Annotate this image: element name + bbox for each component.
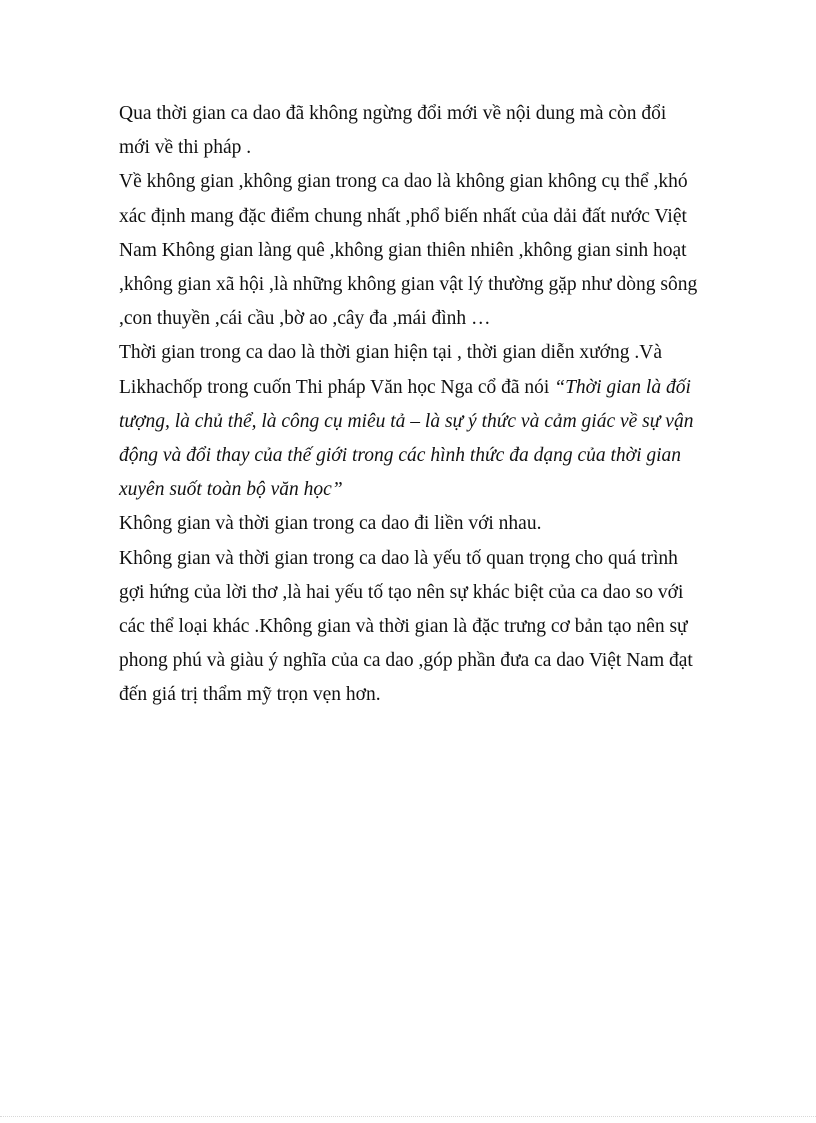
likhachov-quote: “Thời gian là đối tượng, là chủ thể, là công cụ miêu tả – là sự ý thức và cảm giác về sự vận động và đổi thay của thế giới trong các hình thức đa dạng của thời gian xuyên suốt toàn bộ văn học”: [119, 376, 694, 501]
paragraph-time-text: Thời gian trong ca dao là thời gian hiện tại , thời gian diễn xướng .Và Likhachốp trong cuốn Thi pháp Văn học Nga cổ đã nói: [119, 342, 662, 398]
paragraph-time: [119, 336, 699, 507]
paragraph-poetics-change: Qua thời gian ca dao đã không ngừng đổi mới về nội dung mà còn đổi mới về thi pháp .: [119, 103, 667, 159]
document-body: [119, 97, 699, 713]
paragraph-conclusion: Không gian và thời gian trong ca dao là yếu tố quan trọng cho quá trình gợi hứng của lời thơ ,là hai yếu tố tạo nên sự khác biệt của ca dao so với các thể loại khác .Không gian và thời gian là đặc trưng cơ bản tạo nên sự phong phú và giàu ý nghĩa của ca dao ,góp phần đưa ca dao Việt Nam đạt đến giá trị thẩm mỹ trọn vẹn hơn.: [119, 547, 693, 706]
paragraph-space-time-link: Không gian và thời gian trong ca dao đi liền với nhau.: [119, 513, 542, 535]
paragraph-space: Về không gian ,không gian trong ca dao là không gian không cụ thể ,khó xác định mang đặc điểm chung nhất ,phổ biến nhất của dải đất nước Việt Nam Không gian làng quê ,không gian thiên nhiên ,không gian sinh hoạt ,không gian xã hội ,là những không gian vật lý thường gặp như dòng sông ,con thuyền ,cái cầu ,bờ ao ,cây đa ,mái đình …: [119, 171, 698, 330]
page-bottom-divider: [0, 1116, 816, 1117]
